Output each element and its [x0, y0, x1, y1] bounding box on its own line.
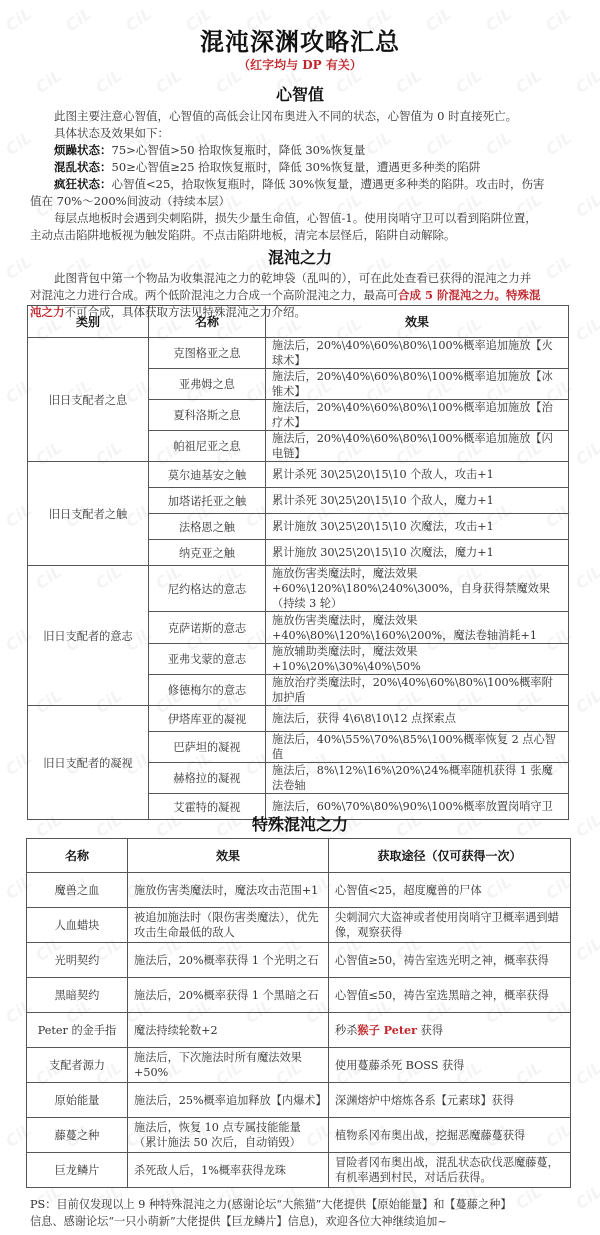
effect-cell: 施法后，20%\40%\60%\80%\100%概率追加施放【闪电链】 [266, 431, 569, 462]
state-label: 烦躁状态： [54, 143, 112, 157]
source-cell: 心智值<25，超度魔兽的尸体 [329, 873, 571, 908]
effect-cell: 魔法持续轮数+2 [128, 1013, 329, 1048]
table-row [28, 706, 569, 732]
postscript [30, 1196, 575, 1230]
table-row [28, 462, 569, 488]
effect-cell: 施放治疗类魔法时，20%\40%\60%\80%\100%概率附加护盾 [266, 675, 569, 706]
source-cell: 冒险者冈布奥出战，混乱状态砍伐恶魔藤蔓，有机率遇到村民，对话后获得。 [329, 1153, 571, 1188]
name-cell: 艾霍特的凝视 [149, 794, 266, 820]
dp-highlight: 合成 5 阶混沌之力。特殊混 [398, 288, 541, 302]
name-cell: 巴萨坦的凝视 [149, 732, 266, 763]
name-cell: 光明契约 [27, 943, 128, 978]
source-cell: 尖刺洞穴大盗神或者使用岗哨守卫概率遇到蜡像，观察获得 [329, 908, 571, 943]
source-text: 获得 [417, 1023, 444, 1037]
watermark-mark [2, 128, 35, 159]
table-row [28, 566, 569, 612]
name-cell: 莫尔迪基安之触 [149, 462, 266, 488]
effect-cell: 施法后，20%概率获得 1 个光明之石 [128, 943, 329, 978]
effect-cell: 施法后，40%\55%\70%\85%\100%概率恢复 2 点心智值 [266, 732, 569, 763]
state-text: 50≥心智值≥25 拾取恢复瓶时，降低 30%恢复量，遭遇更多种类的陷阱 [111, 160, 481, 174]
name-cell: 支配者源力 [27, 1048, 128, 1083]
state-irritable [54, 142, 365, 158]
page-title: 混沌深渊攻略汇总 [200, 27, 400, 56]
watermark-mark [572, 190, 600, 221]
table-row [27, 1048, 571, 1083]
source-cell: 心智值≤50，祷告室选黑暗之神，概率获得 [329, 978, 571, 1013]
special-chaos-power-table [26, 838, 571, 1188]
effect-cell: 施放伤害类魔法时，魔法攻击范围+1 [128, 873, 329, 908]
category-cell: 旧日支配者之息 [28, 338, 149, 462]
trap-text-2: 主动点击陷阱地板视为触发陷阱。不点击陷阱地板，清完本层怪后，陷阱自动解除。 [30, 228, 456, 242]
category-cell: 旧日支配者的意志 [28, 566, 149, 706]
chaos-para-3-text: 不可合成，具体获取方法见特殊混沌之力介绍。 [64, 305, 306, 319]
name-cell: 修德梅尔的意志 [149, 675, 266, 706]
table-row [27, 978, 571, 1013]
state-confused [54, 159, 480, 175]
name-cell: 帕祖尼亚之息 [149, 431, 266, 462]
category-cell: 旧日支配者之触 [28, 462, 149, 566]
column-header: 名称 [27, 839, 128, 873]
name-cell: 黑暗契约 [27, 978, 128, 1013]
name-cell: 克图格亚之息 [149, 338, 266, 369]
table-row [27, 873, 571, 908]
effect-cell: 施法后，获得 4\6\8\10\12 点探索点 [266, 706, 569, 732]
state-label: 混乱状态： [54, 160, 112, 174]
watermark-mark [572, 686, 600, 717]
name-cell: 亚弗姆之息 [149, 369, 266, 400]
name-cell: 伊塔库亚的凝视 [149, 706, 266, 732]
effect-cell: 施法后，60%\70%\80%\90%\100%概率放置岗哨守卫 [266, 794, 569, 820]
effect-cell: 累计杀死 30\25\20\15\10 个敌人，魔力+1 [266, 488, 569, 514]
name-cell: 加塔诺托亚之触 [149, 488, 266, 514]
sanity-intro: 此图主要注意心智值，心智值的高低会让冈布奥进入不同的状态，心智值为 0 时直接死亡。 [54, 109, 518, 123]
name-cell: Peter 的金手指 [27, 1013, 128, 1048]
watermark-mark [422, 128, 455, 159]
effect-cell: 施法后，下次施法时所有魔法效果+50% [128, 1048, 329, 1083]
watermark-mark [542, 128, 575, 159]
effect-cell: 施放伤害类魔法时，魔法效果+40%\80%\120%\160%\200%，魔法卷轴消耗+1 [266, 612, 569, 644]
source-cell: 心智值≥50，祷告室选光明之神，概率获得 [329, 943, 571, 978]
column-header: 效果 [266, 306, 569, 338]
state-text: 心智值<25，拾取恢复瓶时，降低 30%恢复量，遭遇更多种类的陷阱。攻击时，伤害 [111, 177, 545, 191]
effect-cell: 累计施放 30\25\20\15\10 次魔法，魔力+1 [266, 540, 569, 566]
dp-highlight: 沌之力 [30, 305, 65, 319]
effect-cell: 施放伤害类魔法时，魔法效果+60%\120%\180%\240%\300%，自身获得禁魔效果（持续 3 轮） [266, 566, 569, 612]
watermark-mark [572, 1058, 600, 1089]
chaos-para-1: 此图背包中第一个物品为收集混沌之力的乾坤袋（乱叫的），可在此处查看已获得的混沌之力并 [54, 271, 532, 285]
table-row [28, 338, 569, 369]
chaos-para-2-text: 对混沌之力进行合成。两个低阶混沌之力合成一个高阶混沌之力，最高可 [30, 288, 398, 302]
column-header: 效果 [128, 839, 329, 873]
effect-cell: 施放辅助类魔法时，魔法效果+10%\20%\30%\40%\50% [266, 644, 569, 675]
chaos-power-table [27, 305, 569, 820]
effect-cell: 施法后，恢复 10 点专属技能能量（累计施法 50 次后，自动销毁） [128, 1118, 329, 1153]
section-heading-chaos: 混沌之力 [267, 248, 332, 267]
name-cell: 巨龙鳞片 [27, 1153, 128, 1188]
chaos-para-3 [30, 304, 306, 320]
table-row [27, 1013, 571, 1048]
name-cell: 尼约格达的意志 [149, 566, 266, 612]
name-cell: 亚弗戈蒙的意志 [149, 644, 266, 675]
postscript-line-2: 信息、感谢论坛“一只小萌新”大佬提供【巨龙鳞片】信息)，欢迎各位大神继续追加~ [30, 1215, 447, 1228]
column-header: 名称 [149, 306, 266, 338]
section-heading-sanity: 心智值 [275, 85, 324, 104]
state-label: 疯狂状态： [54, 177, 112, 191]
source-cell: 使用蔓藤杀死 BOSS 获得 [329, 1048, 571, 1083]
category-cell: 旧日支配者的凝视 [28, 706, 149, 820]
table-row [27, 1083, 571, 1118]
table-header-row [27, 839, 571, 873]
effect-cell: 累计施放 30\25\20\15\10 次魔法，攻击+1 [266, 514, 569, 540]
watermark-mark [572, 438, 600, 469]
name-cell: 赫格拉的凝视 [149, 763, 266, 794]
column-header: 获取途径（仅可获得一次） [329, 839, 571, 873]
table-row [27, 943, 571, 978]
effect-cell: 施法后，20%\40%\60%\80%\100%概率追加施放【冰锥术】 [266, 369, 569, 400]
watermark-mark [362, 128, 395, 159]
section-heading-special: 特殊混沌之力 [251, 815, 348, 834]
table-row [27, 1118, 571, 1153]
watermark-mark [482, 128, 515, 159]
page-subtitle: （红字均与 DP 有关） [238, 58, 362, 72]
source-cell: 植物系冈布奥出战，挖掘恶魔藤蔓获得 [329, 1118, 571, 1153]
effect-cell: 杀死敌人后，1%概率获得龙珠 [128, 1153, 329, 1188]
source-text: 秒杀 [335, 1023, 358, 1037]
effect-cell: 施法后，25%概率追加释放【内爆术】 [128, 1083, 329, 1118]
effect-cell: 施法后，8%\12%\16%\20%\24%概率随机获得 1 张魔法卷轴 [266, 763, 569, 794]
name-cell: 藤蔓之种 [27, 1118, 128, 1153]
postscript-line-1: PS：目前仅发现以上 9 种特殊混沌之力(感谢论坛“大熊猫”大佬提供【原始能量】和【蔓藤之种】 [30, 1198, 512, 1211]
state-mad [54, 176, 544, 192]
watermark-mark [572, 314, 600, 345]
effect-cell: 施法后，20%\40%\60%\80%\100%概率追加施放【火球术】 [266, 338, 569, 369]
name-cell: 人血蜡块 [27, 908, 128, 943]
name-cell: 魔兽之血 [27, 873, 128, 908]
name-cell: 原始能量 [27, 1083, 128, 1118]
effect-cell: 施法后，20%概率获得 1 个黑暗之石 [128, 978, 329, 1013]
state-mad-continued: 值在 70%～200%间波动（持续本层） [30, 194, 231, 208]
effect-cell: 施法后，20%\40%\60%\80%\100%概率追加施放【治疗术】 [266, 400, 569, 431]
effect-cell: 累计杀死 30\25\20\15\10 个敌人，攻击+1 [266, 462, 569, 488]
source-cell: 深渊熔炉中熔炼各系【元素球】获得 [329, 1083, 571, 1118]
column-header: 类别 [28, 306, 149, 338]
watermark-mark [572, 1182, 600, 1213]
table-row [27, 908, 571, 943]
state-text: 75>心智值>50 拾取恢复瓶时，降低 30%恢复量 [111, 143, 366, 157]
watermark-mark [572, 562, 600, 593]
watermark-mark [572, 934, 600, 965]
name-cell: 纳克亚之触 [149, 540, 266, 566]
dp-highlight: 猴子 Peter [357, 1022, 418, 1037]
trap-text-1: 每层点地板时会遇到尖刺陷阱，损失少量生命值，心智值-1。使用岗哨守卫可以看到陷阱位置， [54, 211, 537, 225]
name-cell: 克萨诺斯的意志 [149, 612, 266, 644]
source-cell [329, 1013, 571, 1048]
sanity-intro-2: 具体状态及效果如下： [54, 126, 169, 140]
table-row [27, 1153, 571, 1188]
chaos-para-2 [30, 287, 541, 303]
name-cell: 法格恩之触 [149, 514, 266, 540]
name-cell: 夏科洛斯之息 [149, 400, 266, 431]
effect-cell: 被追加施法时（限伤害类魔法），优先攻击生命最低的敌人 [128, 908, 329, 943]
